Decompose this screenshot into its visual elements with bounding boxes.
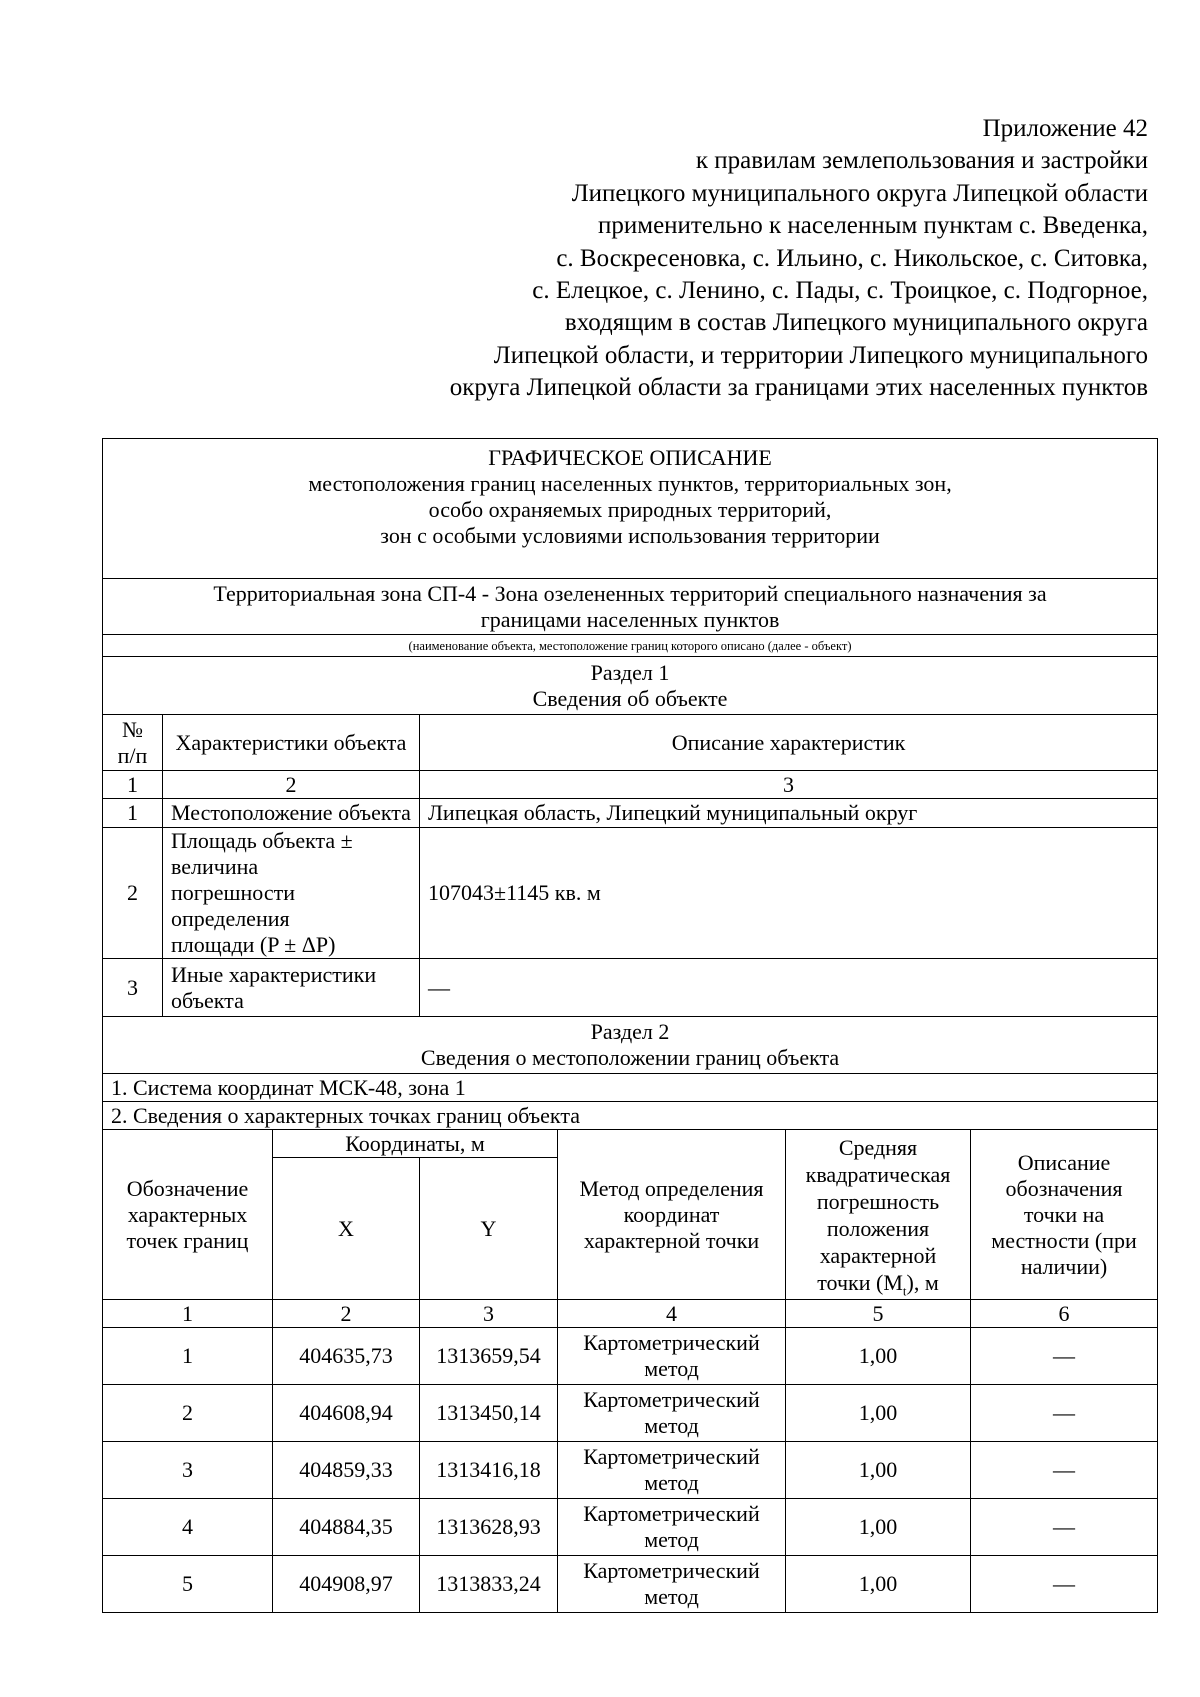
- row-number: 3: [103, 959, 163, 1017]
- document-title: ГРАФИЧЕСКОЕ ОПИСАНИЕ: [488, 445, 772, 470]
- header-line: Метод определения: [579, 1175, 764, 1201]
- col-characteristics-header: Характеристики объекта: [163, 715, 420, 771]
- header-line: наличии): [1020, 1253, 1108, 1279]
- header-line: характерной точки: [583, 1227, 760, 1253]
- characteristic-line: объекта: [171, 987, 244, 1013]
- table-row: [103, 1442, 1158, 1499]
- point-y: 1313833,24: [420, 1556, 558, 1613]
- table-row: [103, 799, 1158, 828]
- header-line: Приложение 42: [982, 115, 1148, 142]
- point-desc: —: [971, 1385, 1158, 1442]
- point-y: 1313628,93: [420, 1499, 558, 1556]
- point-method: [558, 1328, 786, 1385]
- header-line: к правилам землепользования и застройки: [695, 147, 1148, 175]
- section1-header: [103, 657, 1158, 715]
- table-row: [103, 1499, 1158, 1556]
- section2-title: Раздел 2: [590, 1019, 670, 1044]
- section1-header-row: [103, 657, 1158, 715]
- point-id: 4: [103, 1499, 273, 1556]
- header-line: погрешность: [816, 1188, 940, 1214]
- point-id: 5: [103, 1556, 273, 1613]
- point-id: 3: [103, 1442, 273, 1499]
- title-subline: зон с особыми условиями использования территории: [380, 523, 880, 548]
- header-line: точки на: [1023, 1201, 1105, 1227]
- object-caption: (наименование объекта, местоположение границ которого описано (далее - объект): [103, 635, 1158, 657]
- section2-header-row: [103, 1017, 1158, 1074]
- point-x: 404608,94: [273, 1385, 420, 1442]
- col-designation-header: [103, 1130, 273, 1300]
- col-index: 1: [103, 771, 163, 799]
- row-number: 1: [103, 799, 163, 828]
- title-row: [103, 439, 1158, 579]
- col-index: 1: [103, 1300, 273, 1328]
- row-characteristic: [163, 828, 420, 959]
- point-error: 1,00: [786, 1385, 971, 1442]
- point-x: 404884,35: [273, 1499, 420, 1556]
- section1-numbers-row: [103, 771, 1158, 799]
- point-desc: —: [971, 1499, 1158, 1556]
- method-line: метод: [644, 1470, 699, 1495]
- appendix-header: [450, 113, 1148, 405]
- method-line: Картометрический: [583, 1444, 760, 1469]
- coord-system-row: [103, 1074, 1158, 1102]
- table-row: [103, 959, 1158, 1017]
- col-coordinates-header: Координаты, м: [273, 1130, 558, 1158]
- graphic-description-table: [102, 438, 1158, 1613]
- points-heading-row: [103, 1102, 1158, 1130]
- table-row: [103, 1328, 1158, 1385]
- points-numbers-row: [103, 1300, 1158, 1328]
- col-method-header: [558, 1130, 786, 1300]
- col-index: 2: [163, 771, 420, 799]
- header-line: Описание: [1017, 1149, 1111, 1175]
- table-row: [103, 1556, 1158, 1613]
- section2-subtitle: Сведения о местоположении границ объекта: [420, 1045, 840, 1070]
- point-id: 2: [103, 1385, 273, 1442]
- point-method: [558, 1442, 786, 1499]
- point-x: 404908,97: [273, 1556, 420, 1613]
- header-line: Липецкого муниципального округа Липецкой области: [571, 179, 1148, 207]
- object-name-cell: [103, 579, 1158, 635]
- object-name-row: [103, 579, 1158, 635]
- object-name: Территориальная зона СП-4 - Зона озелененных территорий специального назначения за: [213, 580, 1047, 606]
- col-y-header: Y: [420, 1158, 558, 1300]
- method-line: Картометрический: [583, 1387, 760, 1412]
- row-characteristic: Местоположение объекта: [163, 799, 420, 828]
- row-description: Липецкая область, Липецкий муниципальный округ: [420, 799, 1158, 828]
- header-line: точек границ: [126, 1227, 249, 1253]
- col-description-header: Описание характеристик: [420, 715, 1158, 771]
- section2-header: [103, 1017, 1158, 1074]
- point-y: 1313450,14: [420, 1385, 558, 1442]
- title-cell: [103, 439, 1158, 579]
- header-line: квадратическая: [805, 1161, 951, 1187]
- header-line: Обозначение: [126, 1175, 249, 1201]
- header-line: характерных: [127, 1201, 248, 1227]
- point-x: 404859,33: [273, 1442, 420, 1499]
- row-number: 2: [103, 828, 163, 959]
- characteristic-line: Площадь объекта ± величина: [171, 828, 353, 879]
- method-line: Картометрический: [583, 1558, 760, 1583]
- table-row: [103, 1385, 1158, 1442]
- point-y: 1313659,54: [420, 1328, 558, 1385]
- point-method: [558, 1556, 786, 1613]
- subscript-t: t: [902, 1282, 907, 1298]
- col-index: 2: [273, 1300, 420, 1328]
- section1-columns-row: [103, 715, 1158, 771]
- col-error-header: [786, 1130, 971, 1300]
- header-line: Средняя: [838, 1134, 918, 1160]
- object-name-cont: границами населенных пунктов: [480, 606, 780, 632]
- title-subline: местоположения границ населенных пунктов, территориальных зон,: [308, 471, 952, 496]
- row-characteristic: [163, 959, 420, 1017]
- point-y: 1313416,18: [420, 1442, 558, 1499]
- header-line: входящим в состав Липецкого муниципального округа: [564, 309, 1148, 337]
- header-line: положения: [826, 1215, 930, 1241]
- header-line: с. Елецкое, с. Ленино, с. Пады, с. Троицкое, с. Подгорное,: [532, 277, 1148, 305]
- header-line: округа Липецкой области за границами этих населенных пунктов: [449, 374, 1148, 402]
- point-method: [558, 1499, 786, 1556]
- point-desc: —: [971, 1442, 1158, 1499]
- method-line: Картометрический: [583, 1330, 760, 1355]
- method-line: метод: [644, 1584, 699, 1609]
- col-desc-header: [971, 1130, 1158, 1300]
- method-line: метод: [644, 1356, 699, 1381]
- col-index: 3: [420, 771, 1158, 799]
- header-text: точки (M: [817, 1269, 903, 1295]
- point-method: [558, 1385, 786, 1442]
- col-number-sign: №: [122, 716, 143, 742]
- col-index: 3: [420, 1300, 558, 1328]
- point-desc: —: [971, 1328, 1158, 1385]
- col-number-header: [103, 715, 163, 771]
- object-caption-row: [103, 635, 1158, 657]
- point-error: 1,00: [786, 1328, 971, 1385]
- point-error: 1,00: [786, 1499, 971, 1556]
- point-error: 1,00: [786, 1556, 971, 1613]
- header-line: координат: [623, 1201, 720, 1227]
- point-id: 1: [103, 1328, 273, 1385]
- point-x: 404635,73: [273, 1328, 420, 1385]
- characteristic-line: Иные характеристики: [171, 961, 377, 987]
- characteristic-line: площади (P ± ΔP): [171, 932, 336, 957]
- method-line: метод: [644, 1413, 699, 1438]
- col-index: 4: [558, 1300, 786, 1328]
- header-line: применительно к населенным пунктам с. Введенка,: [598, 212, 1148, 240]
- method-line: Картометрический: [583, 1501, 760, 1526]
- col-index: 5: [786, 1300, 971, 1328]
- method-line: метод: [644, 1527, 699, 1552]
- point-desc: —: [971, 1556, 1158, 1613]
- header-line: характерной: [819, 1242, 937, 1268]
- coord-system: 1. Система координат МСК-48, зона 1: [103, 1074, 1158, 1102]
- header-line: обозначения: [1005, 1175, 1123, 1201]
- points-heading: 2. Сведения о характерных точках границ объекта: [103, 1102, 1158, 1130]
- section1-subtitle: Сведения об объекте: [532, 685, 728, 711]
- points-columns-row: [103, 1130, 1158, 1158]
- row-description: 107043±1145 кв. м: [420, 828, 1158, 959]
- col-x-header: X: [273, 1158, 420, 1300]
- col-index: 6: [971, 1300, 1158, 1328]
- title-subline: особо охраняемых природных территорий,: [428, 497, 832, 522]
- header-line: с. Воскресеновка, с. Ильино, с. Никольское, с. Ситовка,: [556, 244, 1148, 272]
- header-text: ), м: [906, 1269, 939, 1295]
- header-line: [790, 1269, 966, 1296]
- section1-title: Раздел 1: [590, 659, 670, 685]
- header-line: местности (при: [991, 1227, 1137, 1253]
- point-error: 1,00: [786, 1442, 971, 1499]
- characteristic-line: погрешности определения: [171, 880, 295, 931]
- col-number-pp: п/п: [117, 742, 148, 768]
- table-row: [103, 828, 1158, 959]
- row-description: —: [420, 959, 1158, 1017]
- header-line: Липецкой области, и территории Липецкого муниципального: [493, 341, 1148, 369]
